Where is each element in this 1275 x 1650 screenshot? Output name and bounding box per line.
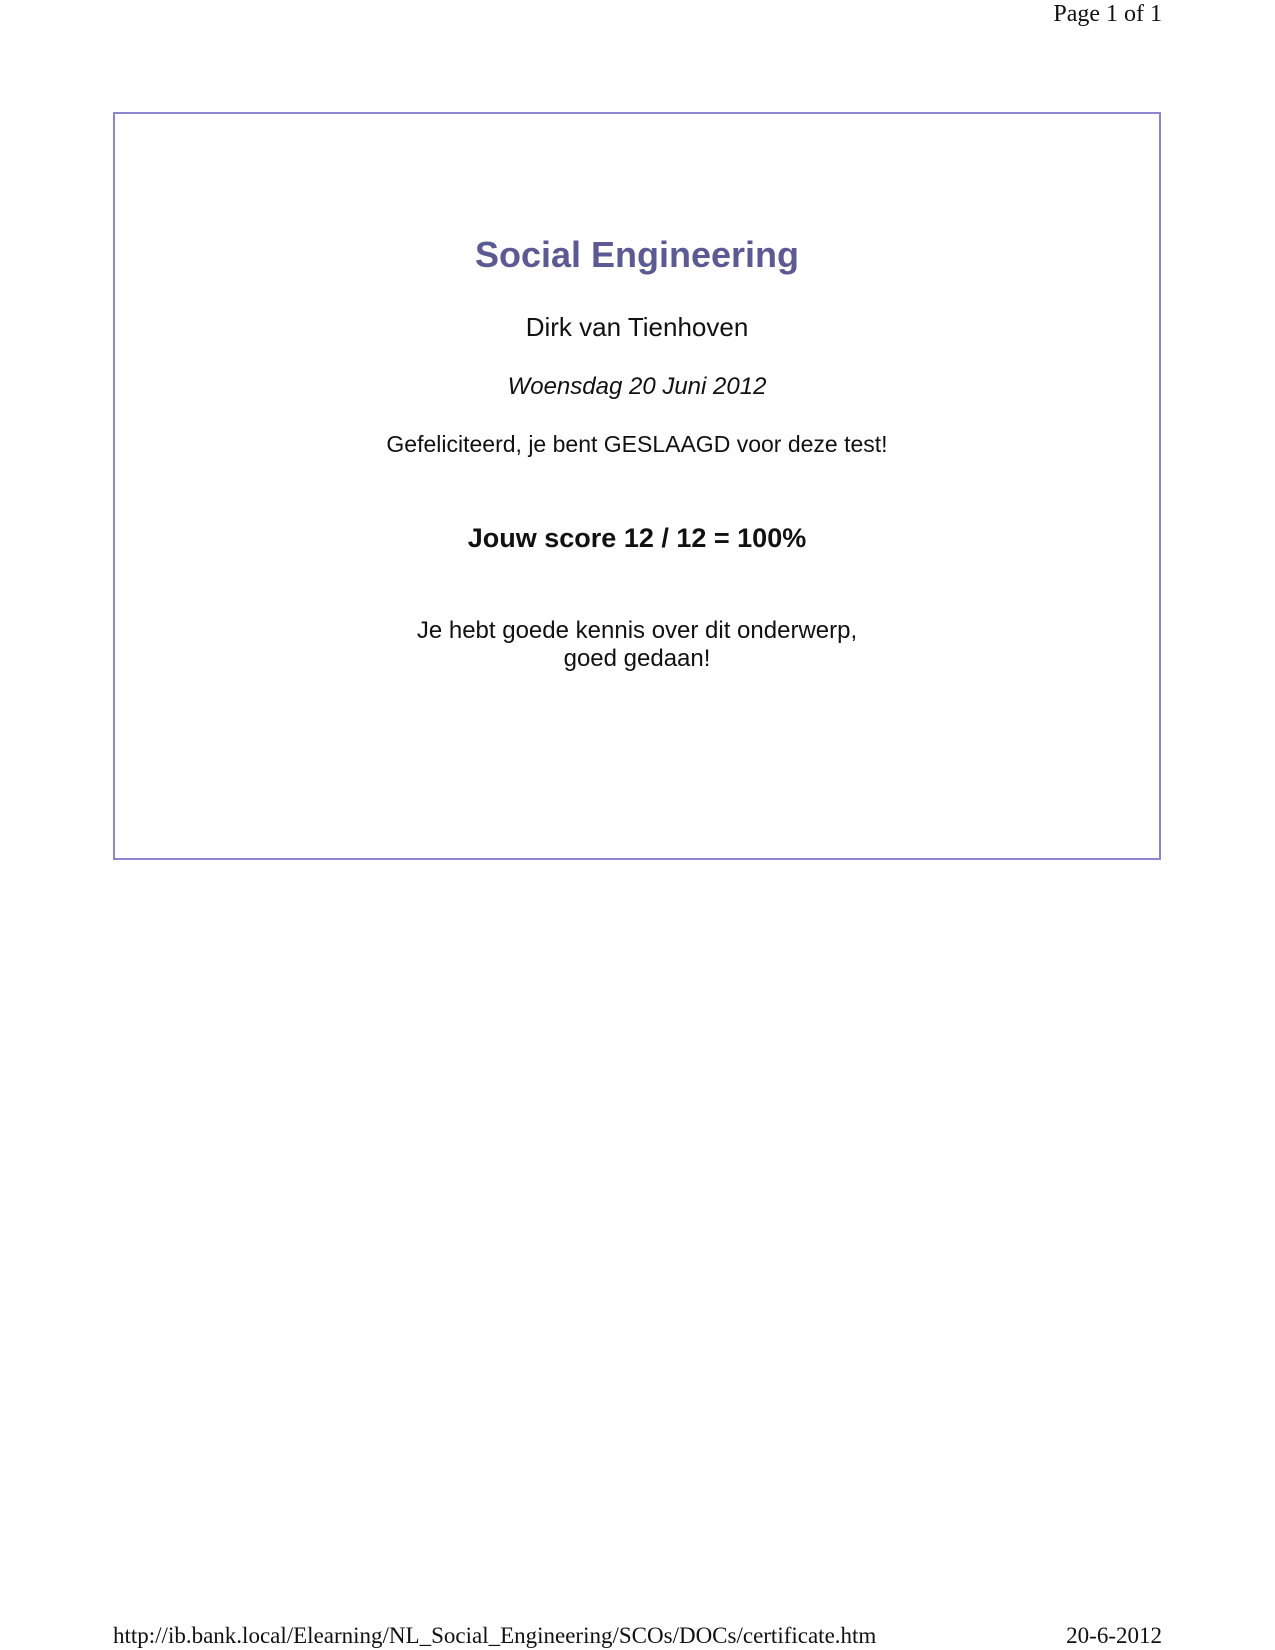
- footer-date: 20-6-2012: [1066, 1623, 1162, 1648]
- score-line: Jouw score 12 / 12 = 100%: [467, 523, 807, 553]
- result-message: Gefeliciteerd, je bent GESLAAGD voor deze test!: [386, 431, 888, 457]
- footer-url: http://ib.bank.local/Elearning/NL_Social_Engineering/SCOs/DOCs/certificate.htm: [113, 1623, 877, 1648]
- feedback-line-1: Je hebt goede kennis over dit onderwerp,: [416, 617, 858, 644]
- recipient-name: Dirk van Tienhoven: [525, 312, 749, 342]
- certificate-title: Social Engineering: [474, 234, 800, 275]
- feedback-message: [115, 617, 1159, 673]
- certificate-date: Woensdag 20 Juni 2012: [507, 373, 767, 400]
- feedback-line-2: goed gedaan!: [563, 645, 711, 672]
- page-indicator: Page 1 of 1: [1053, 1, 1162, 27]
- certificate-frame: [113, 112, 1161, 860]
